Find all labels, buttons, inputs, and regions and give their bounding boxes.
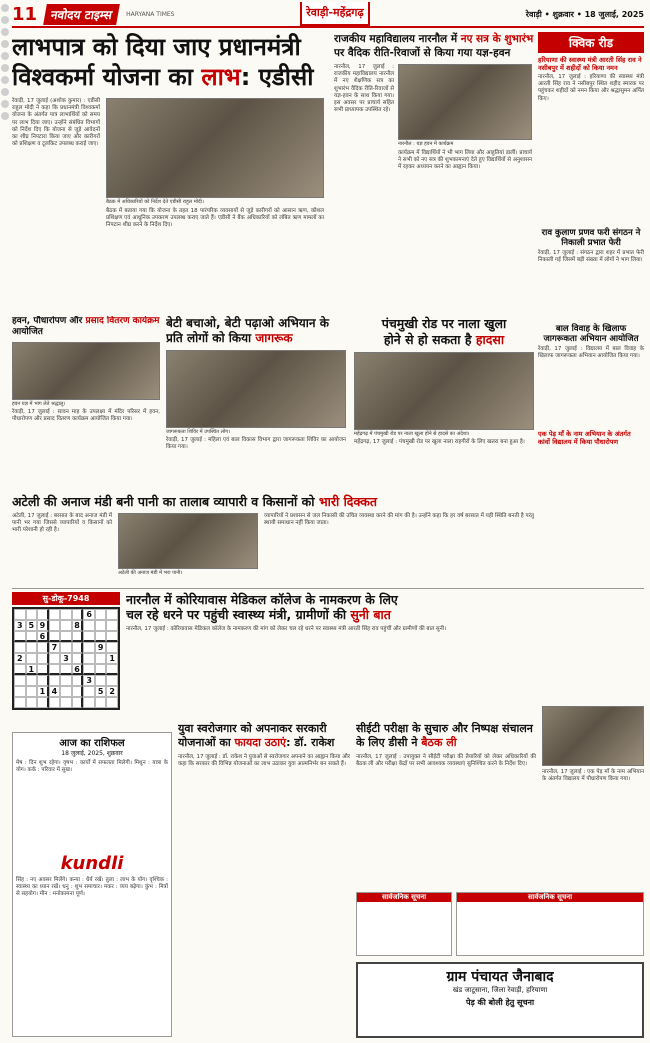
beti-photo-caption: जागरूकता शिविर में उपस्थित लोग।	[166, 429, 231, 435]
sudoku-cell: 4	[49, 686, 61, 697]
sudoku-cell	[37, 642, 49, 653]
page-number: 11	[12, 3, 38, 25]
sudoku-cell	[37, 653, 49, 664]
sudoku-cell	[26, 631, 38, 642]
plantation-body: नारनौल, 17 जुलाई : एक पेड़ माँ के नाम अभियान के अंतर्गत विद्यालय में पौधारोपण किया गया।	[542, 769, 644, 783]
dateline: रेवाड़ी • शुक्रवार • 18 जुलाई, 2025	[525, 9, 644, 19]
sudoku-cell: 3	[83, 675, 95, 686]
sudoku-cell	[72, 653, 84, 664]
lead-photo	[106, 98, 324, 198]
sudoku-cell	[14, 697, 26, 708]
beti-headline: बेटी बचाओ, बेटी पढ़ाओ अभियान के प्रति लोगों को किया जागरूक	[166, 316, 329, 345]
sudoku-cell	[49, 675, 61, 686]
sudoku-cell	[37, 609, 49, 620]
sudoku-cell	[60, 609, 72, 620]
plantation-story	[542, 706, 644, 886]
sudoku-cell	[106, 697, 118, 708]
beti-body: रेवाड़ी, 17 जुलाई : महिला एवं बाल विकास विभाग द्वारा जागरूकता शिविर का आयोजन किया गया।	[166, 437, 346, 451]
sudoku-title: सु-डोकू-7948	[12, 592, 120, 605]
rashifal-body-2: सिंह : नए अवसर मिलेंगे। कन्या : धैर्य रखें। तुला : लाभ के योग। वृश्चिक : स्वास्थ्य का ध्यान रखें। धनु : शुभ समाचार। मकर : व्यय बढ़ेगा। कुंभ : मित्रों से सहयोग। मीन : मनोकामना पूर्ण।	[16, 877, 168, 898]
notice-right	[456, 892, 644, 956]
quick-read-body-2: रेवाड़ी, 17 जुलाई : संगठन द्वारा शहर में प्रभात फेरी निकाली गई जिसमें बड़ी संख्या में लोगों ने भाग लिया।	[538, 250, 644, 264]
sudoku-cell	[72, 675, 84, 686]
road-story	[354, 316, 534, 486]
sudoku-cell: 5	[95, 686, 107, 697]
quick-read-title: क्विक रीड	[538, 32, 644, 53]
sudoku-cell	[14, 686, 26, 697]
medical-story	[126, 592, 644, 702]
sudoku-cell	[14, 609, 26, 620]
gram-panchayat-notice	[356, 962, 644, 1038]
rashifal-body-1: मेष : दिन शुभ रहेगा। वृषभ : कार्यों में सफलता मिलेगी। मिथुन : यात्रा के योग। कर्क : परिवार में सुख।	[16, 760, 168, 774]
ateli-body-2: व्यापारियों ने प्रशासन से जल निकासी की उचित व्यवस्था करने की मांग की है। उन्होंने कहा कि हर वर्ष बरसात में यही स्थिति बनती है परंतु स्थायी समाधान नहीं किया जाता।	[264, 513, 534, 527]
sudoku-cell	[95, 631, 107, 642]
sudoku-cell: 3	[14, 620, 26, 631]
sudoku-cell	[14, 675, 26, 686]
yuva-headline: युवा स्वरोजगार को अपनाकर सरकारी योजनाओं का फायदा उठाएं: डॉ. राकेश	[178, 722, 335, 749]
sudoku-cell	[60, 664, 72, 675]
sudoku-cell	[72, 686, 84, 697]
medical-headline-1: नारनौल में कोरियावास मेडिकल कॉलेज के नामकरण के लिए	[126, 592, 398, 607]
sudoku-cell	[37, 664, 49, 675]
quick-read-item-3: बाल विवाह के खिलाफ जागरूकता अभियान आयोजित	[543, 324, 639, 344]
lead-body-1: रेवाड़ी, 17 जुलाई (अशोक कुमार) : एडीसी राहुल मोदी ने कहा कि प्रधानमंत्री विश्वकर्मा योजना के अंतर्गत पात्र लाभार्थियों को समय पर लाभ दिया जाए। उन्होंने संबंधित विभागों को निर्देश दिए कि योजना से जुड़े आवेदनों का शीघ्र निपटारा किया जाए और कारीगरों को प्रशिक्षण व टूलकिट उपलब्ध कराई जाए।	[12, 98, 100, 148]
sudoku-cell	[95, 653, 107, 664]
cet-headline: सीईटी परीक्षा के सुचारु और निष्पक्ष संचालन के लिए डीसी ने बैठक ली	[356, 722, 533, 749]
rashifal-box	[12, 732, 172, 1037]
gram-notice-heading: पेड़ की बोली हेतु सूचना	[465, 998, 535, 1007]
sudoku-cell	[26, 675, 38, 686]
sudoku-cell	[26, 609, 38, 620]
ateli-photo	[118, 513, 258, 569]
region-label: रेवाड़ी-महेंद्रगढ़	[300, 2, 370, 26]
yuva-story	[178, 722, 350, 972]
havan-story	[12, 316, 160, 486]
sudoku-cell: 8	[72, 620, 84, 631]
road-photo	[354, 352, 534, 430]
havan-photo	[12, 342, 160, 400]
havan-photo-caption: हवन यज्ञ में भाग लेते श्रद्धालु।	[12, 401, 66, 407]
beti-photo	[166, 350, 346, 428]
college-photo-caption: नारनौल : यज्ञ हवन में कार्यक्रम	[398, 141, 454, 147]
college-body-2: कार्यक्रम में विद्यार्थियों ने भी भाग लिया और आहुतियां डालीं। प्राचार्य ने सभी को नए सत्र की शुभकामनाएं देते हुए विद्यार्थियों से अनुशासन में रहकर अध्ययन करने का आह्वान किया।	[398, 150, 532, 171]
sudoku-cell	[49, 653, 61, 664]
notice-left	[356, 892, 452, 956]
sudoku-cell	[83, 664, 95, 675]
sudoku-cell	[106, 609, 118, 620]
sudoku-cell: 6	[37, 631, 49, 642]
sudoku-cell: 5	[26, 620, 38, 631]
sudoku-cell	[14, 631, 26, 642]
sudoku-cell	[37, 675, 49, 686]
sudoku-cell	[49, 631, 61, 642]
sudoku-cell	[106, 620, 118, 631]
medical-body: नारनौल, 17 जुलाई : कोरियावास मेडिकल कॉलेज के नामकरण की मांग को लेकर चल रहे धरने पर स्वास्थ्य मंत्री आरती सिंह राव पहुंचीं और ग्रामीणों की बात सुनी।	[126, 626, 447, 632]
ateli-headline: अटेली की अनाज मंडी बनी पानी का तालाब व्यापारी व किसानों को भारी दिक्कत	[12, 494, 377, 509]
quick-read-body-1: नारनौल, 17 जुलाई : हरियाणा की स्वास्थ्य मंत्री आरती सिंह राव ने नसीबपुर स्थित शहीद स्मारक पर पहुंचकर शहीदों को नमन किया और श्रद्धासुमन अर्पित किए।	[538, 74, 644, 102]
sudoku-cell	[60, 675, 72, 686]
sudoku-cell	[60, 642, 72, 653]
sudoku-cell	[95, 620, 107, 631]
lead-headline-1: लाभपात्र को दिया जाए प्रधानमंत्री	[12, 33, 301, 61]
yuva-body: नारनौल, 17 जुलाई : डॉ. राकेश ने युवाओं से स्वरोजगार अपनाने का आह्वान किया और कहा कि सरकार की विभिन्न योजनाओं का लाभ उठाकर युवा आत्मनिर्भर बन सकते हैं।	[178, 754, 350, 768]
edition-tag: HARYANA TIMES	[126, 10, 175, 18]
sudoku-cell	[26, 686, 38, 697]
sudoku-cell	[83, 697, 95, 708]
road-body: महेंद्रगढ़, 17 जुलाई : पंचमुखी रोड पर खुला नाला राहगीरों के लिए खतरा बना हुआ है।	[354, 439, 525, 445]
sudoku-cell	[83, 653, 95, 664]
sudoku-cell	[60, 697, 72, 708]
sudoku-box	[12, 592, 120, 728]
quick-read-item-1: हरियाणा की स्वास्थ्य मंत्री आरती सिंह राव ने नसीबपुर में शहीदों को किया नमन	[538, 56, 642, 72]
ateli-body-1: अटेली, 17 जुलाई : बरसात के बाद अनाज मंडी में पानी भर गया जिससे व्यापारियों व किसानों को भारी परेशानी हो रही है।	[12, 513, 112, 534]
lead-body-2: बैठक में बताया गया कि योजना के तहत 18 पारंपरिक व्यवसायों से जुड़े कारीगरों को आसान ऋण, कौशल प्रशिक्षण एवं आधुनिक उपकरण उपलब्ध कराए जाते हैं। एडीसी ने बैंक अधिकारियों को लंबित ऋण मामलों का निपटान शीघ्र करने के निर्देश दिए।	[106, 208, 324, 229]
gram-subtitle: खंड जाटूसाना, जिला रेवाड़ी, हरियाणा	[452, 986, 548, 994]
punch-holes	[0, 0, 10, 1043]
divider	[12, 588, 644, 589]
sudoku-cell	[95, 664, 107, 675]
notice-left-title: सार्वजनिक सूचना	[357, 893, 451, 902]
quick-read-item-4: एक पेड़ माँ के नाम अभियान के अंतर्गत कांवों विद्यालय में किया पौधारोपण	[538, 430, 631, 446]
sudoku-cell	[106, 664, 118, 675]
sudoku-cell	[83, 642, 95, 653]
gram-title: ग्राम पंचायत जैनाबाद	[446, 969, 554, 985]
sudoku-cell	[106, 675, 118, 686]
sudoku-cell	[72, 642, 84, 653]
quick-read-body-3: रेवाड़ी, 17 जुलाई : विद्यालय में बाल विवाह के खिलाफ जागरूकता अभियान आयोजित किया गया।	[538, 346, 644, 360]
sudoku-cell	[60, 631, 72, 642]
kundli-logo: kundli	[60, 853, 124, 874]
ateli-story	[12, 494, 534, 584]
sudoku-cell: 1	[26, 664, 38, 675]
college-photo	[398, 64, 532, 140]
lead-story	[12, 32, 330, 302]
sudoku-cell	[106, 631, 118, 642]
sudoku-cell	[106, 642, 118, 653]
sudoku-cell	[95, 697, 107, 708]
sudoku-cell	[83, 631, 95, 642]
road-headline-2: होने से हो सकता है हादसा	[383, 332, 505, 347]
sudoku-cell	[49, 620, 61, 631]
college-headline: राजकीय महाविद्यालय नारनौल में नए सत्र के शुभारंभ पर वैदिक रीति-रिवाजों से किया गया यज्ञ-हवन	[334, 33, 534, 59]
notice-right-title: सार्वजनिक सूचना	[457, 893, 643, 902]
brand-logo: नवोदय टाइम्स	[43, 4, 120, 25]
sudoku-cell: 9	[37, 620, 49, 631]
sudoku-grid	[12, 607, 120, 710]
sudoku-cell	[60, 686, 72, 697]
sudoku-cell	[72, 609, 84, 620]
rashifal-date: 18 जुलाई, 2025, शुक्रवार	[61, 750, 123, 757]
road-photo-caption: महेंद्रगढ़ में पंचमुखी रोड पर नाला खुला होने से हादसे का अंदेशा।	[354, 431, 470, 437]
havan-headline: हवन, पौधारोपण और प्रसाद वितरण कार्यक्रम आयोजित	[12, 316, 160, 337]
sudoku-cell	[26, 642, 38, 653]
college-body-1: नारनौल, 17 जुलाई : राजकीय महाविद्यालय नारनौल में नए शैक्षणिक सत्र का शुभारंभ वैदिक रीति-रिवाजों से यज्ञ-हवन के साथ किया गया। इस अवसर पर प्राचार्य सहित सभी प्राध्यापक उपस्थित रहे।	[334, 64, 394, 114]
ateli-photo-caption: अटेली की अनाज मंडी में भरा पानी।	[118, 570, 183, 576]
sudoku-cell	[37, 697, 49, 708]
sudoku-cell: 1	[106, 653, 118, 664]
plantation-photo	[542, 706, 644, 766]
sudoku-cell	[26, 653, 38, 664]
sudoku-cell: 3	[60, 653, 72, 664]
sudoku-cell	[49, 697, 61, 708]
sudoku-cell: 2	[106, 686, 118, 697]
sudoku-cell	[83, 686, 95, 697]
sudoku-cell: 6	[83, 609, 95, 620]
sudoku-cell	[72, 631, 84, 642]
sudoku-cell	[14, 642, 26, 653]
sudoku-cell: 7	[49, 642, 61, 653]
sudoku-cell	[72, 697, 84, 708]
sudoku-cell	[95, 675, 107, 686]
sudoku-cell: 9	[95, 642, 107, 653]
sudoku-cell	[49, 609, 61, 620]
medical-headline-2: चल रहे धरने पर पहुंची स्वास्थ्य मंत्री, ग्रामीणों की सुनी बात	[126, 607, 391, 622]
sudoku-cell	[26, 697, 38, 708]
beti-story	[166, 316, 346, 486]
quick-read-column	[538, 32, 644, 532]
sudoku-cell	[95, 609, 107, 620]
sudoku-cell	[14, 664, 26, 675]
lead-headline-2: विश्वकर्मा योजना का लाभ: एडीसी	[12, 63, 314, 91]
havan-body: रेवाड़ी, 17 जुलाई : सावन माह के उपलक्ष्य में मंदिर परिसर में हवन, पौधारोपण और प्रसाद वितरण कार्यक्रम आयोजित किया गया।	[12, 409, 160, 423]
sudoku-cell: 1	[37, 686, 49, 697]
sudoku-cell	[83, 620, 95, 631]
college-story	[334, 32, 534, 302]
quick-read-item-2: राव कुलाण प्रणव फरी संगठन ने निकाली प्रभात फेरी	[541, 228, 641, 248]
lead-photo-caption: बैठक में अधिकारियों को निर्देश देते एडीसी राहुल मोदी।	[106, 199, 204, 205]
cet-body: नारनौल, 17 जुलाई : उपायुक्त ने सीईटी परीक्षा की तैयारियों को लेकर अधिकारियों की बैठक ली और परीक्षा केंद्रों पर सभी आवश्यक व्यवस्थाएं सुनिश्चित करने के निर्देश दिए।	[356, 754, 536, 768]
rashifal-title: आज का राशिफल	[59, 738, 125, 749]
sudoku-cell	[49, 664, 61, 675]
road-headline-1: पंचमुखी रोड पर नाला खुला	[381, 316, 507, 331]
sudoku-cell: 6	[72, 664, 84, 675]
sudoku-cell	[60, 620, 72, 631]
sudoku-cell: 2	[14, 653, 26, 664]
